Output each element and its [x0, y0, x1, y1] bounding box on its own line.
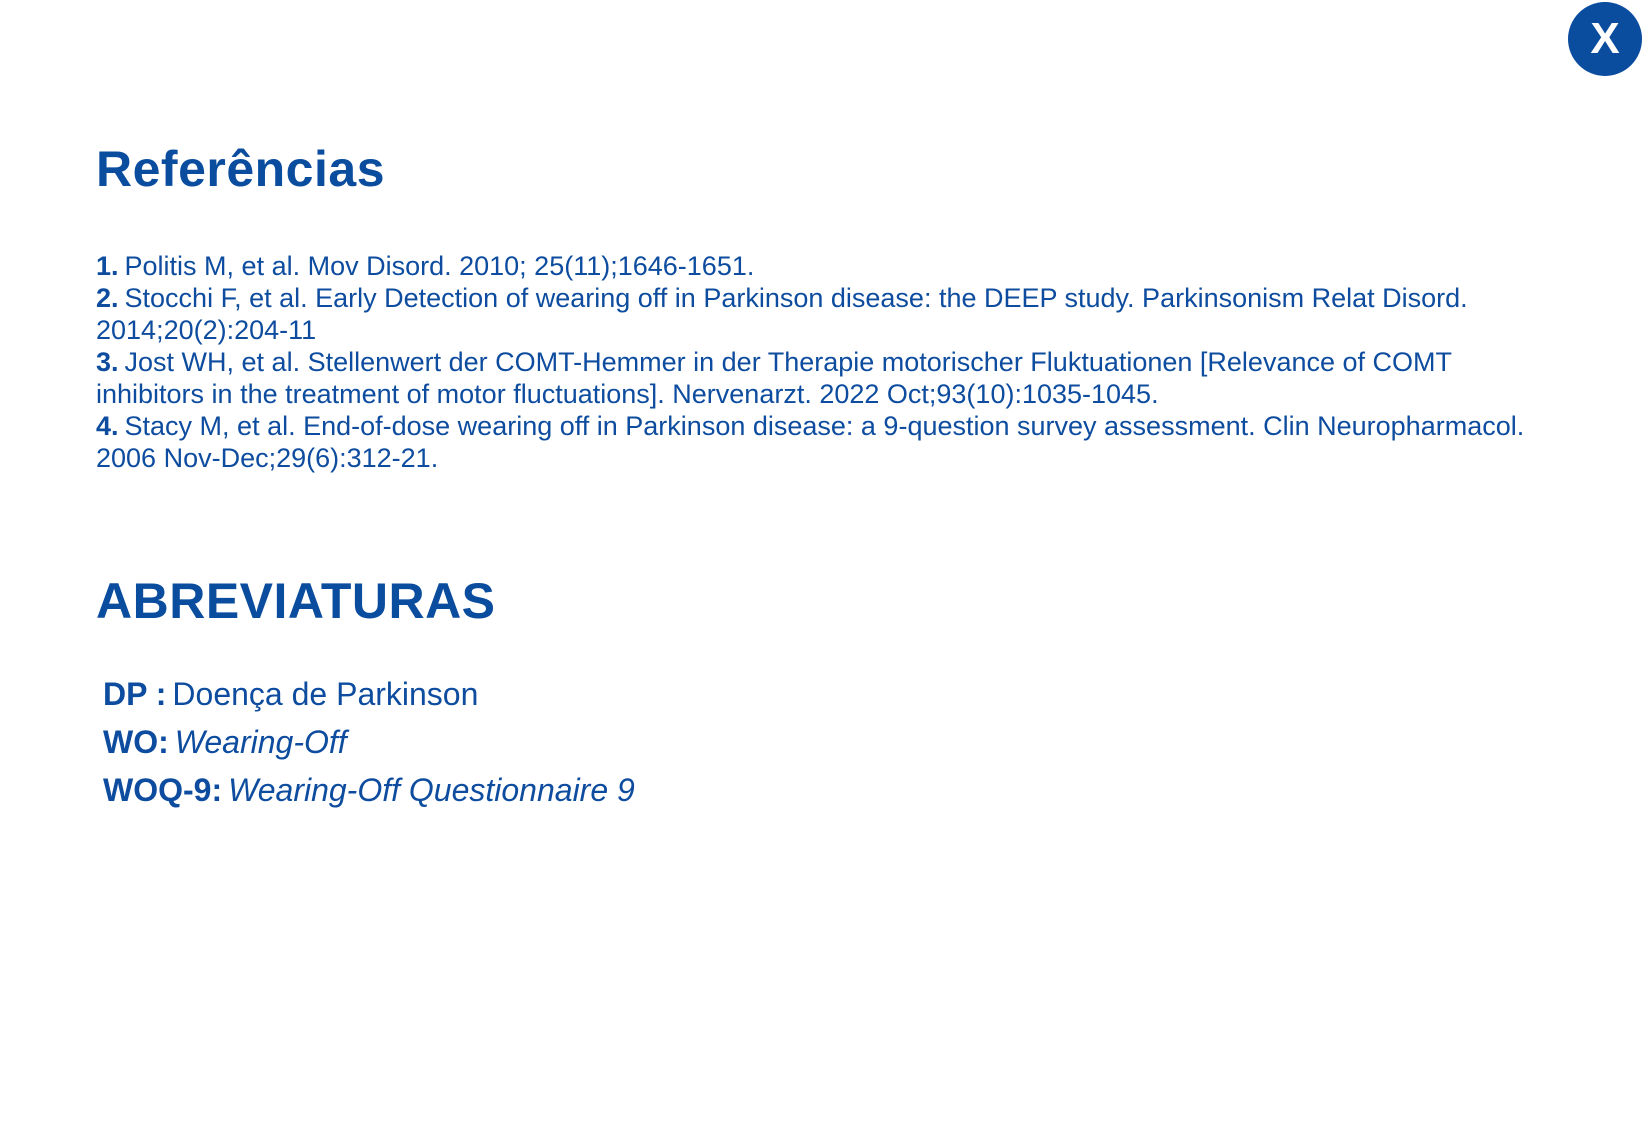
reference-item — [96, 282, 1566, 346]
reference-text: Stacy M, et al. End-of-dose wearing off in Parkinson disease: a 9-question survey assessment. Clin Neuropharmacol. 2006 Nov-Dec;29(6):312-21. — [96, 411, 1525, 473]
reference-text: Stocchi F, et al. Early Detection of wearing off in Parkinson disease: the DEEP study. Parkinsonism Relat Disord. 2014;20(2):204-11 — [96, 283, 1468, 345]
references-title: Referências — [96, 141, 385, 197]
reference-number: 1. — [96, 251, 119, 281]
abbreviation-value: Doença de Parkinson — [172, 676, 479, 712]
references-list — [96, 250, 1566, 474]
abbreviation-value: Wearing-Off — [174, 724, 347, 760]
abbreviation-key: WO: — [103, 724, 169, 760]
close-button[interactable] — [1568, 2, 1642, 76]
reference-number: 4. — [96, 411, 119, 441]
reference-text: Politis M, et al. Mov Disord. 2010; 25(11);1646-1651. — [124, 251, 755, 281]
abbreviation-item — [103, 718, 635, 766]
abbreviations-list — [103, 670, 635, 814]
reference-item — [96, 346, 1566, 410]
abbreviations-title: ABREVIATURAS — [96, 573, 496, 629]
reference-number: 2. — [96, 283, 119, 313]
reference-item — [96, 250, 1566, 282]
abbreviation-key: DP : — [103, 676, 167, 712]
abbreviation-item — [103, 766, 635, 814]
abbreviation-item — [103, 670, 635, 718]
abbreviation-value: Wearing-Off Questionnaire 9 — [228, 772, 635, 808]
reference-number: 3. — [96, 347, 119, 377]
reference-item — [96, 410, 1566, 474]
reference-text: Jost WH, et al. Stellenwert der COMT-Hemmer in der Therapie motorischer Fluktuationen [Relevance of COMT inhibitors in the treatment of motor fluctuations]. Nervenarzt. 2022 Oct;93(10):1035-1045. — [96, 347, 1452, 409]
abbreviation-key: WOQ-9: — [103, 772, 223, 808]
close-icon: X — [1590, 14, 1620, 63]
